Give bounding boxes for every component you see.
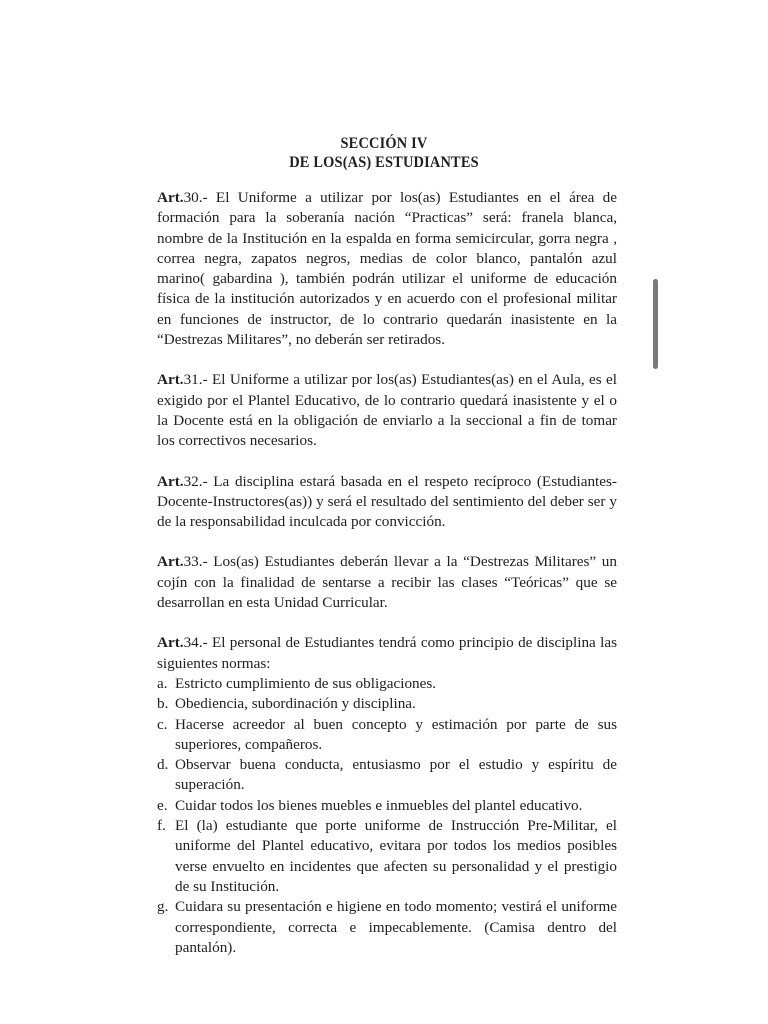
- list-marker: d.: [157, 756, 169, 774]
- article-number: 31.-: [183, 371, 208, 389]
- list-item-text: El (la) estudiante que porte uniforme de Instrucción Pre-Militar, el uniforme del Plantel educativo, evitara por todos los medios posibles verse envuelto en incidentes que afecten su personalidad y el prestigio de su Institución.: [175, 817, 617, 895]
- article-number: 33.-: [183, 553, 208, 571]
- article-33: [157, 552, 617, 613]
- article-text: El Uniforme a utilizar por los(as) Estudiantes en el área de formación para la soberanía nación “Practicas” será: franela blanca, nombre de la Institución en la espalda en forma semicircular, gorra negra , correa negra, zapatos negros, medias de color blanco, pantalón azul marino( gabardina ), también podrán utilizar el uniforme de educación física de la institución autorizados y en acuerdo con el profesional militar en funciones de instructor, de lo contrario quedarán inasistente en la “Destrezas Militares”, no deberán ser retirados.: [157, 189, 617, 349]
- article-number: 34.-: [183, 634, 208, 652]
- section-title: SECCIÓN IV: [340, 135, 428, 152]
- article-30: [157, 188, 617, 350]
- list-item: [157, 897, 617, 958]
- list-marker: g.: [157, 898, 169, 916]
- list-item: [157, 816, 617, 897]
- list-item: [157, 755, 617, 796]
- list-item-text: Hacerse acreedor al buen concepto y estimación por parte de sus superiores, compañeros.: [175, 715, 617, 753]
- list-item-text: Estricto cumplimiento de sus obligaciones.: [175, 674, 437, 692]
- norms-list: [157, 674, 617, 958]
- list-marker: a.: [157, 674, 168, 692]
- article-31: [157, 370, 617, 451]
- article-34: [157, 633, 617, 674]
- list-marker: b.: [157, 695, 169, 713]
- list-marker: c.: [157, 715, 168, 733]
- article-number: 30.-: [183, 189, 208, 206]
- list-item: [157, 694, 617, 714]
- list-item: [157, 674, 617, 694]
- article-text: Los(as) Estudiantes deberán llevar a la “Destrezas Militares” un cojín con la finalidad de sentarse a recibir las clases “Teóricas” que se desarrollan en esta Unidad Curricular.: [157, 553, 617, 612]
- article-label: Art.: [157, 472, 184, 490]
- article-label: Art.: [157, 634, 184, 652]
- vertical-scrollbar[interactable]: [653, 279, 658, 369]
- list-item-text: Observar buena conducta, entusiasmo por el estudio y espíritu de superación.: [175, 756, 617, 794]
- article-text: La disciplina estará basada en el respeto recíproco (Estudiantes-Docente-Instructores(as)) y será el resultado del sentimiento del deber ser y de la responsabilidad inculcada por convicción.: [157, 472, 617, 531]
- article-label: Art.: [157, 371, 184, 389]
- section-subtitle: DE LOS(AS) ESTUDIANTES: [289, 154, 479, 171]
- article-text: El personal de Estudiantes tendrá como principio de disciplina las siguientes normas:: [157, 634, 617, 672]
- list-item: [157, 796, 617, 816]
- article-32: [157, 472, 617, 533]
- list-item-text: Cuidara su presentación e higiene en todo momento; vestirá el uniforme correspondiente, correcta e impecablemente. (Camisa dentro del pantalón).: [175, 898, 617, 956]
- list-marker: e.: [157, 796, 168, 814]
- list-item-text: Cuidar todos los bienes muebles e inmuebles del plantel educativo.: [175, 796, 583, 814]
- list-marker: f.: [157, 817, 166, 835]
- article-label: Art.: [157, 189, 184, 206]
- document-body: [157, 188, 617, 958]
- list-item-text: Obediencia, subordinación y disciplina.: [175, 695, 416, 713]
- article-label: Art.: [157, 553, 184, 571]
- article-number: 32.-: [183, 472, 208, 490]
- list-item: [157, 715, 617, 756]
- article-text: El Uniforme a utilizar por los(as) Estudiantes(as) en el Aula, es el exigido por el Plantel Educativo, de lo contrario quedará inasistente y el o la Docente está en la obligación de enviarlo a la seccional a fin de tomar los correctivos necesarios.: [157, 371, 617, 450]
